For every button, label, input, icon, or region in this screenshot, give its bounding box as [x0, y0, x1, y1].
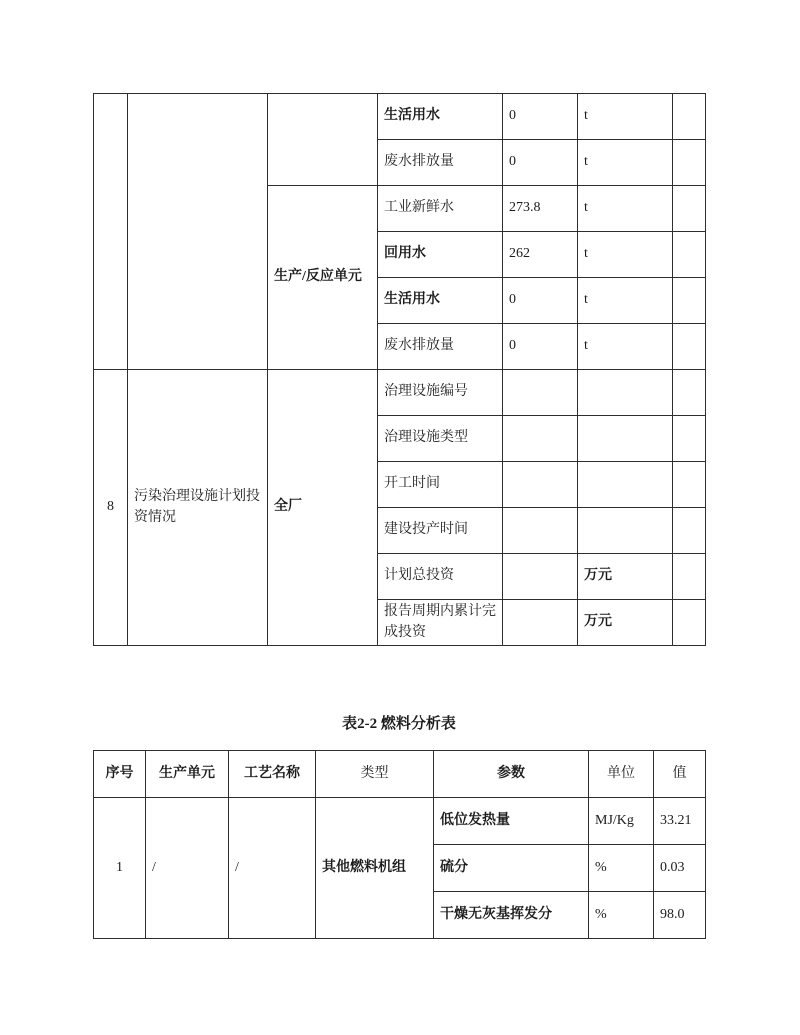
unit-cell: % [589, 845, 654, 892]
value-cell: 0.03 [654, 845, 706, 892]
value-cell [503, 416, 578, 462]
param-cell: 干燥无灰基挥发分 [434, 892, 589, 939]
spare-cell [673, 94, 706, 140]
header-value: 值 [654, 751, 706, 798]
header-unit: 单位 [589, 751, 654, 798]
spare-cell [673, 140, 706, 186]
value-cell: 0 [503, 94, 578, 140]
spare-cell [673, 232, 706, 278]
process-name-cell: / [229, 798, 316, 939]
unit-cell [578, 370, 673, 416]
param-cell: 报告周期内累计完成投资 [378, 600, 503, 646]
header-process-name: 工艺名称 [229, 751, 316, 798]
value-cell: 0 [503, 278, 578, 324]
spare-cell [673, 186, 706, 232]
value-cell: 273.8 [503, 186, 578, 232]
unit-cell [578, 416, 673, 462]
spare-cell [673, 508, 706, 554]
production-unit-cell: 全厂 [268, 370, 378, 646]
spare-cell [673, 554, 706, 600]
category-cell-empty [128, 94, 268, 370]
value-cell: 0 [503, 140, 578, 186]
param-cell: 开工时间 [378, 462, 503, 508]
param-cell: 计划总投资 [378, 554, 503, 600]
table-header-row [94, 751, 706, 798]
unit-cell: t [578, 94, 673, 140]
param-cell: 工业新鲜水 [378, 186, 503, 232]
unit-cell [578, 508, 673, 554]
param-cell: 生活用水 [378, 278, 503, 324]
row-index: 1 [94, 798, 146, 939]
value-cell: 33.21 [654, 798, 706, 845]
unit-cell [578, 462, 673, 508]
value-cell [503, 554, 578, 600]
header-production-unit: 生产单元 [146, 751, 229, 798]
index-cell-empty [94, 94, 128, 370]
table-row [94, 370, 706, 416]
param-cell: 生活用水 [378, 94, 503, 140]
param-cell: 建设投产时间 [378, 508, 503, 554]
header-type: 类型 [316, 751, 434, 798]
param-cell: 治理设施编号 [378, 370, 503, 416]
fuel-analysis-table [93, 750, 706, 939]
type-cell: 其他燃料机组 [316, 798, 434, 939]
table-title: 表2-2 燃料分析表 [342, 716, 456, 732]
param-cell: 废水排放量 [378, 140, 503, 186]
category-cell: 污染治理设施计划投资情况 [128, 370, 268, 646]
unit-cell: 万元 [578, 554, 673, 600]
production-unit-cell: 生产/反应单元 [268, 186, 378, 370]
value-cell [503, 370, 578, 416]
spare-cell [673, 278, 706, 324]
value-cell [503, 600, 578, 646]
unit-cell: t [578, 140, 673, 186]
table-row [94, 798, 706, 845]
row-index: 8 [94, 370, 128, 646]
param-cell: 低位发热量 [434, 798, 589, 845]
production-unit-cell: / [146, 798, 229, 939]
param-cell: 废水排放量 [378, 324, 503, 370]
unit-cell: MJ/Kg [589, 798, 654, 845]
header-index: 序号 [94, 751, 146, 798]
value-cell: 98.0 [654, 892, 706, 939]
pollution-stats-table [93, 93, 706, 646]
spare-cell [673, 370, 706, 416]
value-cell: 0 [503, 324, 578, 370]
param-cell: 治理设施类型 [378, 416, 503, 462]
unit-cell: 万元 [578, 600, 673, 646]
unit-cell: t [578, 324, 673, 370]
unit-cell: t [578, 186, 673, 232]
unit-cell: t [578, 232, 673, 278]
header-parameter: 参数 [434, 751, 589, 798]
spare-cell [673, 324, 706, 370]
value-cell [503, 462, 578, 508]
spare-cell [673, 462, 706, 508]
unit-cell-empty [268, 94, 378, 186]
value-cell [503, 508, 578, 554]
param-cell: 回用水 [378, 232, 503, 278]
spare-cell [673, 600, 706, 646]
unit-cell: % [589, 892, 654, 939]
value-cell: 262 [503, 232, 578, 278]
table-row [94, 94, 706, 140]
param-cell: 硫分 [434, 845, 589, 892]
spare-cell [673, 416, 706, 462]
unit-cell: t [578, 278, 673, 324]
